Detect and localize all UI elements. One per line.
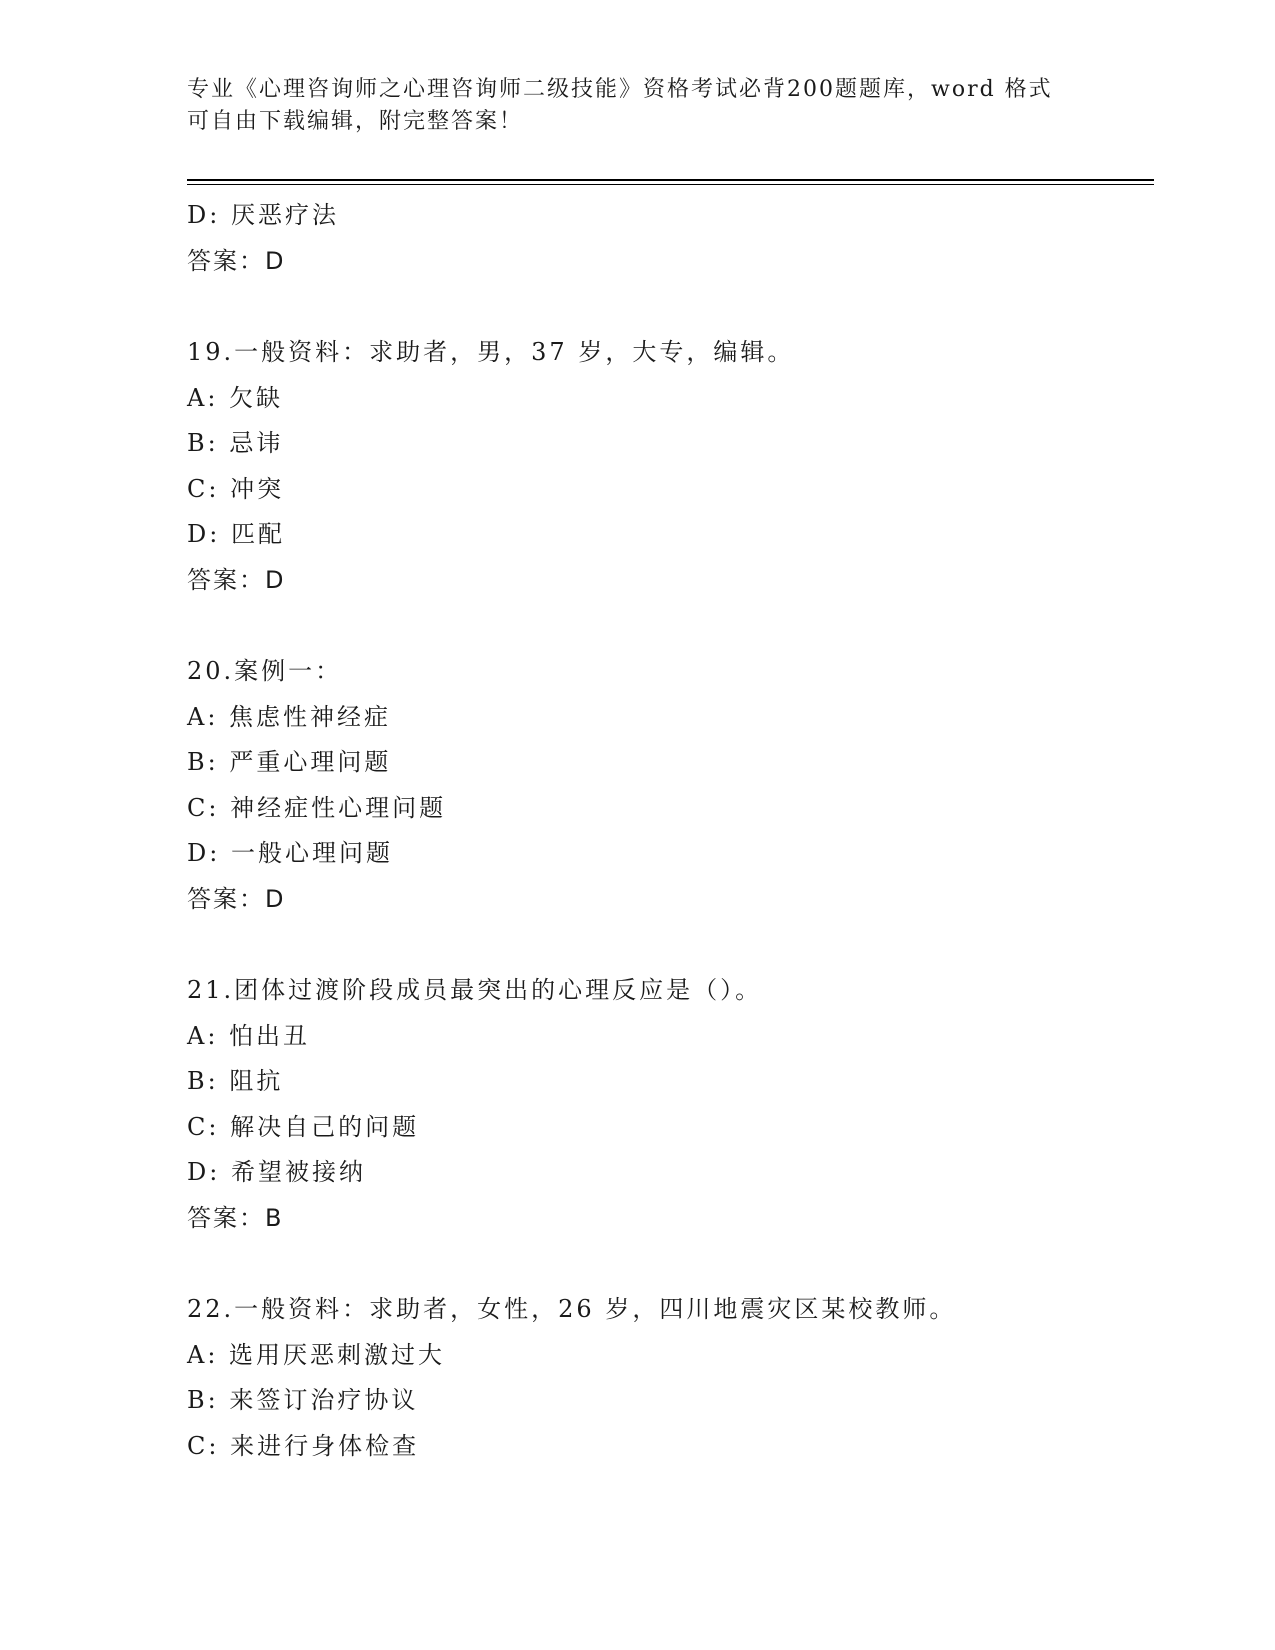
option-d: D: 一般心理问题 xyxy=(187,839,393,867)
option-b: B: 阻抗 xyxy=(187,1067,284,1095)
block-spacer xyxy=(187,1241,1154,1287)
option-d: D: 匹配 xyxy=(187,520,285,548)
option-a: A: 焦虑性神经症 xyxy=(187,702,392,731)
header-divider-thick xyxy=(187,179,1154,181)
option-c: C: 解决自己的问题 xyxy=(187,1112,420,1141)
question-stem: 22.一般资料：求助者，女性，26 岁，四川地震灾区某校教师。 xyxy=(187,1295,957,1323)
question-block xyxy=(187,1287,1154,1469)
question-block xyxy=(187,193,1154,284)
block-spacer xyxy=(187,284,1154,330)
question-stem: 19.一般资料：求助者，男，37 岁，大专，编辑。 xyxy=(187,338,795,366)
option-c: C: 神经症性心理问题 xyxy=(187,793,447,822)
header-line-2: 可自由下载编辑，附完整答案！ xyxy=(187,109,524,134)
answer-line: 答案：D xyxy=(187,565,286,594)
header-divider-thin xyxy=(187,184,1154,185)
answer-line: 答案：D xyxy=(187,884,286,913)
option-a: A: 怕出丑 xyxy=(187,1021,311,1050)
option-d: D: 希望被接纳 xyxy=(187,1158,366,1186)
document-header xyxy=(187,74,1087,138)
option-a: A: 欠缺 xyxy=(187,383,284,412)
option-b: B: 严重心理问题 xyxy=(187,748,392,776)
question-block xyxy=(187,968,1154,1241)
option-c: C: 来进行身体检查 xyxy=(187,1431,420,1460)
option-d: D: 厌恶疗法 xyxy=(187,201,339,229)
option-b: B: 忌讳 xyxy=(187,429,284,457)
header-line-1: 专业《心理咨询师之心理咨询师二级技能》资格考试必背200题题库，word 格式 xyxy=(187,77,1053,102)
answer-line: 答案：D xyxy=(187,246,286,275)
block-spacer xyxy=(187,603,1154,649)
option-b: B: 来签订治疗协议 xyxy=(187,1386,419,1414)
question-block xyxy=(187,649,1154,922)
block-spacer xyxy=(187,922,1154,968)
question-list xyxy=(187,193,1154,1469)
answer-line: 答案：B xyxy=(187,1203,284,1232)
question-block xyxy=(187,330,1154,603)
question-stem: 20.案例一： xyxy=(187,657,343,685)
option-a: A: 选用厌恶刺激过大 xyxy=(187,1340,446,1369)
option-c: C: 冲突 xyxy=(187,474,285,503)
question-stem: 21.团体过渡阶段成员最突出的心理反应是（）。 xyxy=(187,976,763,1004)
